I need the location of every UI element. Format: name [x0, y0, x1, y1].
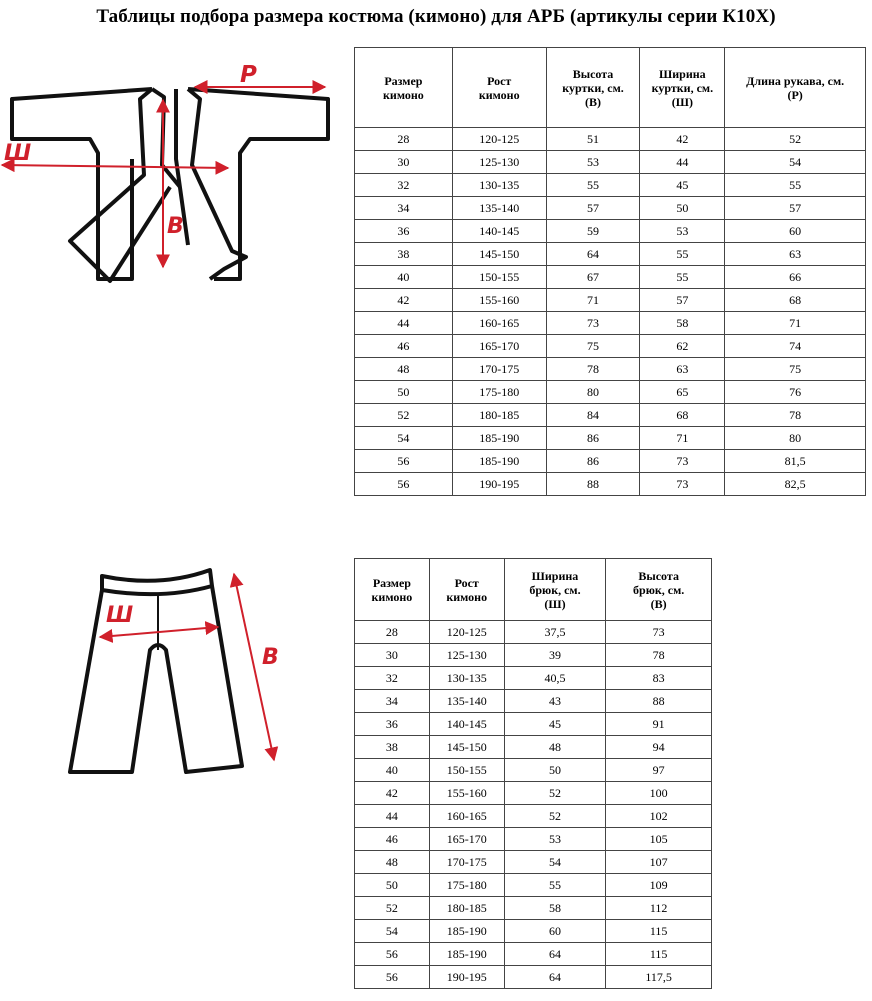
pants-table-cell: 64 — [504, 943, 606, 966]
pants-table-row — [355, 966, 712, 989]
jacket-table-header-row — [355, 48, 866, 128]
jacket-table-cell: 55 — [546, 174, 640, 197]
pants-table-cell: 46 — [355, 828, 430, 851]
jacket-table-header-text: Высота — [572, 66, 614, 81]
jacket-table-cell: 52 — [725, 128, 866, 151]
jacket-table-cell: 170-175 — [452, 358, 546, 381]
jacket-table-cell: 78 — [546, 358, 640, 381]
jacket-table-cell: 36 — [355, 220, 453, 243]
jacket-table-cell: 62 — [640, 335, 725, 358]
jacket-table-cell: 50 — [355, 381, 453, 404]
pants-table-cell: 37,5 — [504, 621, 606, 644]
jacket-table-row — [355, 174, 866, 197]
jacket-table-row — [355, 381, 866, 404]
pants-table-cell: 88 — [606, 690, 712, 713]
pants-table-cell: 73 — [606, 621, 712, 644]
jacket-table-cell: 42 — [640, 128, 725, 151]
jacket-table-cell: 51 — [546, 128, 640, 151]
pants-table-header-cell — [429, 559, 504, 621]
pants-table-cell: 32 — [355, 667, 430, 690]
pants-table-row — [355, 943, 712, 966]
jacket-table-cell: 88 — [546, 473, 640, 496]
jacket-table-cell: 56 — [355, 473, 453, 496]
jacket-table-cell: 50 — [640, 197, 725, 220]
jacket-table-cell: 71 — [725, 312, 866, 335]
pants-table-cell: 53 — [504, 828, 606, 851]
pants-table-cell: 48 — [355, 851, 430, 874]
pants-table-cell: 115 — [606, 920, 712, 943]
pants-table-cell: 78 — [606, 644, 712, 667]
jacket-table-cell: 55 — [725, 174, 866, 197]
jacket-table-cell: 76 — [725, 381, 866, 404]
jacket-width-label: Ш — [4, 141, 32, 166]
pants-table-cell: 83 — [606, 667, 712, 690]
jacket-table-header-text: кимоно — [478, 87, 520, 102]
jacket-table-cell: 52 — [355, 404, 453, 427]
pants-table-row — [355, 644, 712, 667]
pants-table-cell: 180-185 — [429, 897, 504, 920]
pants-table-cell: 55 — [504, 874, 606, 897]
pants-table-header-row — [355, 559, 712, 621]
pants-table-cell: 117,5 — [606, 966, 712, 989]
jacket-table-cell: 180-185 — [452, 404, 546, 427]
pants-table-cell: 125-130 — [429, 644, 504, 667]
jacket-size-table — [354, 47, 866, 496]
pants-size-table — [354, 558, 712, 989]
jacket-table-cell: 185-190 — [452, 427, 546, 450]
jacket-table-cell: 58 — [640, 312, 725, 335]
jacket-table-cell: 82,5 — [725, 473, 866, 496]
jacket-table-cell: 145-150 — [452, 243, 546, 266]
pants-table-cell: 107 — [606, 851, 712, 874]
jacket-table-header-cell — [452, 48, 546, 128]
jacket-table-header-text: Длина рукава, см. — [746, 73, 845, 88]
pants-table-cell: 155-160 — [429, 782, 504, 805]
jacket-table-cell: 75 — [546, 335, 640, 358]
jacket-table-cell: 42 — [355, 289, 453, 312]
jacket-table-header-text: Ширина — [659, 66, 706, 81]
jacket-table-cell: 57 — [725, 197, 866, 220]
jacket-table-cell: 175-180 — [452, 381, 546, 404]
jacket-table-cell: 78 — [725, 404, 866, 427]
jacket-table-cell: 53 — [640, 220, 725, 243]
pants-table-row — [355, 805, 712, 828]
jacket-table-cell: 66 — [725, 266, 866, 289]
pants-table-cell: 97 — [606, 759, 712, 782]
pants-table-header-text: (В) — [650, 596, 667, 611]
jacket-table-header-cell — [725, 48, 866, 128]
pants-table-cell: 52 — [504, 782, 606, 805]
jacket-table-cell: 80 — [725, 427, 866, 450]
pants-table-cell: 94 — [606, 736, 712, 759]
jacket-table-header-cell — [546, 48, 640, 128]
pants-table-cell: 52 — [504, 805, 606, 828]
jacket-table-cell: 185-190 — [452, 450, 546, 473]
jacket-table-cell: 190-195 — [452, 473, 546, 496]
jacket-table-cell: 150-155 — [452, 266, 546, 289]
jacket-table-row — [355, 289, 866, 312]
pants-table-header-text: Высота — [638, 568, 679, 583]
pants-table-cell: 40,5 — [504, 667, 606, 690]
jacket-table-row — [355, 427, 866, 450]
pants-diagram — [50, 560, 350, 820]
jacket-table-cell: 56 — [355, 450, 453, 473]
pants-table-cell: 43 — [504, 690, 606, 713]
pants-table-cell: 56 — [355, 943, 430, 966]
pants-table-cell: 36 — [355, 713, 430, 736]
jacket-table-row — [355, 266, 866, 289]
jacket-table-cell: 53 — [546, 151, 640, 174]
jacket-table-cell: 165-170 — [452, 335, 546, 358]
pants-table-cell: 64 — [504, 966, 606, 989]
jacket-table-cell: 125-130 — [452, 151, 546, 174]
jacket-table-cell: 44 — [640, 151, 725, 174]
pants-table-row — [355, 690, 712, 713]
jacket-table-header-text: (Р) — [787, 87, 803, 102]
jacket-table-cell: 54 — [355, 427, 453, 450]
page-title: Таблицы подбора размера костюма (кимоно) для АРБ (артикулы серии К10Х) — [96, 6, 776, 27]
pants-table-header-text: Ширина — [531, 568, 579, 583]
jacket-table-cell: 73 — [546, 312, 640, 335]
pants-table-cell: 44 — [355, 805, 430, 828]
pants-table-cell: 150-155 — [429, 759, 504, 782]
jacket-table-cell: 63 — [725, 243, 866, 266]
pants-table-cell: 185-190 — [429, 943, 504, 966]
jacket-table-row — [355, 473, 866, 496]
jacket-table-cell: 135-140 — [452, 197, 546, 220]
pants-table-cell: 30 — [355, 644, 430, 667]
jacket-table-cell: 71 — [546, 289, 640, 312]
pants-table-cell: 58 — [504, 897, 606, 920]
pants-table-row — [355, 667, 712, 690]
jacket-table-header-cell — [640, 48, 725, 128]
jacket-table-cell: 74 — [725, 335, 866, 358]
pants-width-label: Ш — [106, 603, 134, 628]
pants-table-row — [355, 759, 712, 782]
jacket-table-header-text: куртки, см. — [562, 80, 624, 95]
jacket-table-cell: 59 — [546, 220, 640, 243]
jacket-table-cell: 64 — [546, 243, 640, 266]
pants-table-cell: 170-175 — [429, 851, 504, 874]
pants-table-cell: 175-180 — [429, 874, 504, 897]
pants-table-header-text: Рост — [454, 575, 479, 590]
jacket-table-row — [355, 404, 866, 427]
pants-table-row — [355, 874, 712, 897]
pants-table-cell: 145-150 — [429, 736, 504, 759]
pants-table-row — [355, 897, 712, 920]
jacket-table-cell: 86 — [546, 450, 640, 473]
jacket-table-header-text: кимоно — [383, 87, 424, 102]
jacket-table-cell: 68 — [640, 404, 725, 427]
jacket-table-cell: 71 — [640, 427, 725, 450]
jacket-table-row — [355, 128, 866, 151]
pants-table-header-text: брюк, см. — [633, 582, 685, 597]
pants-table-cell: 185-190 — [429, 920, 504, 943]
pants-table-header-cell — [504, 559, 606, 621]
pants-table-row — [355, 713, 712, 736]
pants-table-cell: 60 — [504, 920, 606, 943]
jacket-table-cell: 75 — [725, 358, 866, 381]
pants-table-cell: 160-165 — [429, 805, 504, 828]
jacket-table-cell: 44 — [355, 312, 453, 335]
pants-table-cell: 38 — [355, 736, 430, 759]
jacket-table-cell: 73 — [640, 473, 725, 496]
jacket-diagram — [0, 55, 340, 355]
pants-table-row — [355, 920, 712, 943]
pants-table-row — [355, 851, 712, 874]
pants-table-cell: 54 — [355, 920, 430, 943]
jacket-table-cell: 86 — [546, 427, 640, 450]
pants-table-row — [355, 782, 712, 805]
jacket-table-cell: 140-145 — [452, 220, 546, 243]
jacket-table-header-text: Размер — [384, 73, 423, 88]
jacket-table-cell: 45 — [640, 174, 725, 197]
jacket-table-cell: 38 — [355, 243, 453, 266]
jacket-table-row — [355, 197, 866, 220]
pants-table-header-cell — [355, 559, 430, 621]
pants-table-cell: 48 — [504, 736, 606, 759]
pants-table-cell: 50 — [355, 874, 430, 897]
pants-table-header-text: Размер — [372, 575, 411, 590]
pants-table-cell: 100 — [606, 782, 712, 805]
jacket-table-header-cell — [355, 48, 453, 128]
jacket-table-cell: 73 — [640, 450, 725, 473]
jacket-table-cell: 34 — [355, 197, 453, 220]
pants-table-cell: 28 — [355, 621, 430, 644]
jacket-table-cell: 32 — [355, 174, 453, 197]
pants-table-header-text: кимоно — [446, 589, 488, 604]
pants-table-cell: 34 — [355, 690, 430, 713]
pants-table-cell: 102 — [606, 805, 712, 828]
jacket-table-cell: 57 — [546, 197, 640, 220]
jacket-table-cell: 155-160 — [452, 289, 546, 312]
jacket-table-row — [355, 151, 866, 174]
jacket-table-cell: 28 — [355, 128, 453, 151]
jacket-table-cell: 55 — [640, 266, 725, 289]
jacket-table-row — [355, 335, 866, 358]
jacket-table-cell: 160-165 — [452, 312, 546, 335]
pants-table-header-cell — [606, 559, 712, 621]
pants-table-cell: 39 — [504, 644, 606, 667]
jacket-table-row — [355, 220, 866, 243]
jacket-table-cell: 65 — [640, 381, 725, 404]
jacket-table-cell: 68 — [725, 289, 866, 312]
pants-table-cell: 52 — [355, 897, 430, 920]
pants-table-cell: 120-125 — [429, 621, 504, 644]
jacket-table-header-text: Рост — [487, 73, 512, 88]
jacket-table-cell: 81,5 — [725, 450, 866, 473]
pants-table-row — [355, 621, 712, 644]
jacket-table-header-text: куртки, см. — [651, 80, 714, 95]
jacket-table-row — [355, 312, 866, 335]
pants-table-cell: 54 — [504, 851, 606, 874]
pants-table-cell: 115 — [606, 943, 712, 966]
jacket-table-cell: 46 — [355, 335, 453, 358]
jacket-table-cell: 84 — [546, 404, 640, 427]
pants-table-cell: 135-140 — [429, 690, 504, 713]
jacket-table-cell: 60 — [725, 220, 866, 243]
pants-table-cell: 56 — [355, 966, 430, 989]
pants-table-header-text: кимоно — [371, 589, 413, 604]
jacket-table-row — [355, 243, 866, 266]
jacket-table-cell: 63 — [640, 358, 725, 381]
jacket-table-cell: 120-125 — [452, 128, 546, 151]
jacket-table-cell: 30 — [355, 151, 453, 174]
pants-table-cell: 50 — [504, 759, 606, 782]
jacket-table-cell: 130-135 — [452, 174, 546, 197]
jacket-table-header-text: (В) — [585, 94, 602, 109]
pants-height-label: В — [262, 645, 279, 670]
pants-table-cell: 45 — [504, 713, 606, 736]
jacket-table-cell: 40 — [355, 266, 453, 289]
pants-table-cell: 91 — [606, 713, 712, 736]
jacket-table-header-text: (Ш) — [671, 94, 693, 109]
jacket-table-row — [355, 450, 866, 473]
pants-table-header-text: (Ш) — [544, 596, 566, 611]
pants-table-header-text: брюк, см. — [529, 582, 581, 597]
pants-table-cell: 165-170 — [429, 828, 504, 851]
jacket-height-label: В — [167, 214, 184, 239]
jacket-table-cell: 48 — [355, 358, 453, 381]
pants-table-row — [355, 736, 712, 759]
pants-table-row — [355, 828, 712, 851]
pants-table-cell: 190-195 — [429, 966, 504, 989]
jacket-sleeve-label: Р — [240, 62, 257, 88]
jacket-table-cell: 80 — [546, 381, 640, 404]
jacket-table-cell: 55 — [640, 243, 725, 266]
pants-table-cell: 42 — [355, 782, 430, 805]
pants-table-cell: 105 — [606, 828, 712, 851]
pants-table-cell: 140-145 — [429, 713, 504, 736]
jacket-table-cell: 54 — [725, 151, 866, 174]
jacket-table-row — [355, 358, 866, 381]
jacket-table-cell: 67 — [546, 266, 640, 289]
pants-table-cell: 109 — [606, 874, 712, 897]
jacket-table-cell: 57 — [640, 289, 725, 312]
pants-table-cell: 112 — [606, 897, 712, 920]
pants-table-cell: 130-135 — [429, 667, 504, 690]
pants-table-cell: 40 — [355, 759, 430, 782]
